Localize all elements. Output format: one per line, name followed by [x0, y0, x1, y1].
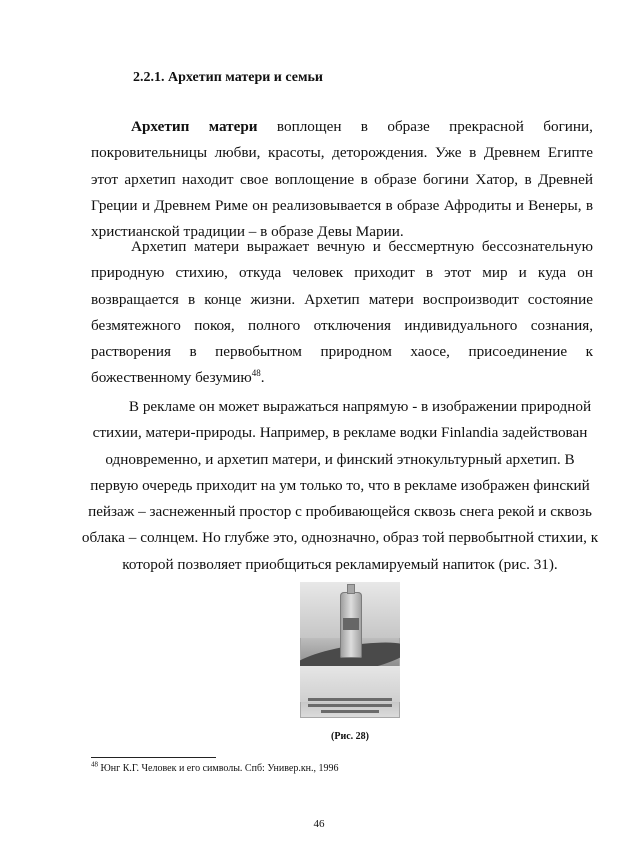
- ad-bottle-label: [343, 618, 359, 630]
- figure-caption: (Рис. 28): [331, 731, 369, 742]
- ad-caption-lines: [308, 698, 392, 716]
- ad-bottle-neck: [347, 584, 355, 594]
- footnote-number: 48: [91, 760, 98, 769]
- page-number: 46: [313, 818, 325, 830]
- ad-snow: [300, 666, 400, 702]
- finlandia-ad-image: [300, 582, 400, 718]
- paragraph-2-text: Архетип матери выражает вечную и бессмертную бессознательную природную стихию, откуда человек приходит в этот мир и куда он возвращается в конце жизни. Архетип матери воспроизводит состояние безмятежного покоя, полного отключения индивидуального сознания, растворения в первобытном природном хаосе, присоединение к божественному безумию: [91, 238, 593, 387]
- paragraph-1-lead: Архетип матери: [131, 118, 258, 135]
- paragraph-2: [91, 234, 593, 392]
- footnote-text: Юнг К.Г. Человек и его символы. Спб: Универ.кн., 1996: [98, 763, 339, 774]
- paragraph-1: [91, 114, 593, 245]
- footnote: [91, 760, 339, 774]
- footnote-ref[interactable]: 48: [251, 368, 261, 379]
- section-heading: 2.2.1. Архетип матери и семьи: [133, 70, 323, 85]
- paragraph-3: [80, 394, 600, 578]
- footnote-divider: [91, 757, 216, 758]
- ad-bottle: [340, 592, 362, 658]
- paragraph-1-text: воплощен в образе прекрасной богини, покровительницы любви, красоты, деторождения. Уже в Древнем Египте этот архетип находит свое воплощение в образе богини Хатор, в Древней Греции и Древнем Риме он реализовывается в образе Афродиты и Венеры, в христианской традиции – в образе Девы Марии.: [91, 118, 593, 241]
- paragraph-3-text: В рекламе он может выражаться напрямую - в изображении природной стихии, матери-природы. Например, в рекламе водки Finlandia задействован одновременно, и архетип матери, и финский этнокультурный архетип. В первую очередь приходит на ум только то, что в рекламе изображен финский пейзаж – заснеженный простор с пробивающейся сквозь снега рекой и сквозь облака – солнцем. Но глубже это, однозначно, образ той первобытной стихии, к которой позволяет приобщиться рекламируемый напиток (рис. 31).: [81, 398, 599, 573]
- paragraph-2-tail: .: [260, 369, 265, 387]
